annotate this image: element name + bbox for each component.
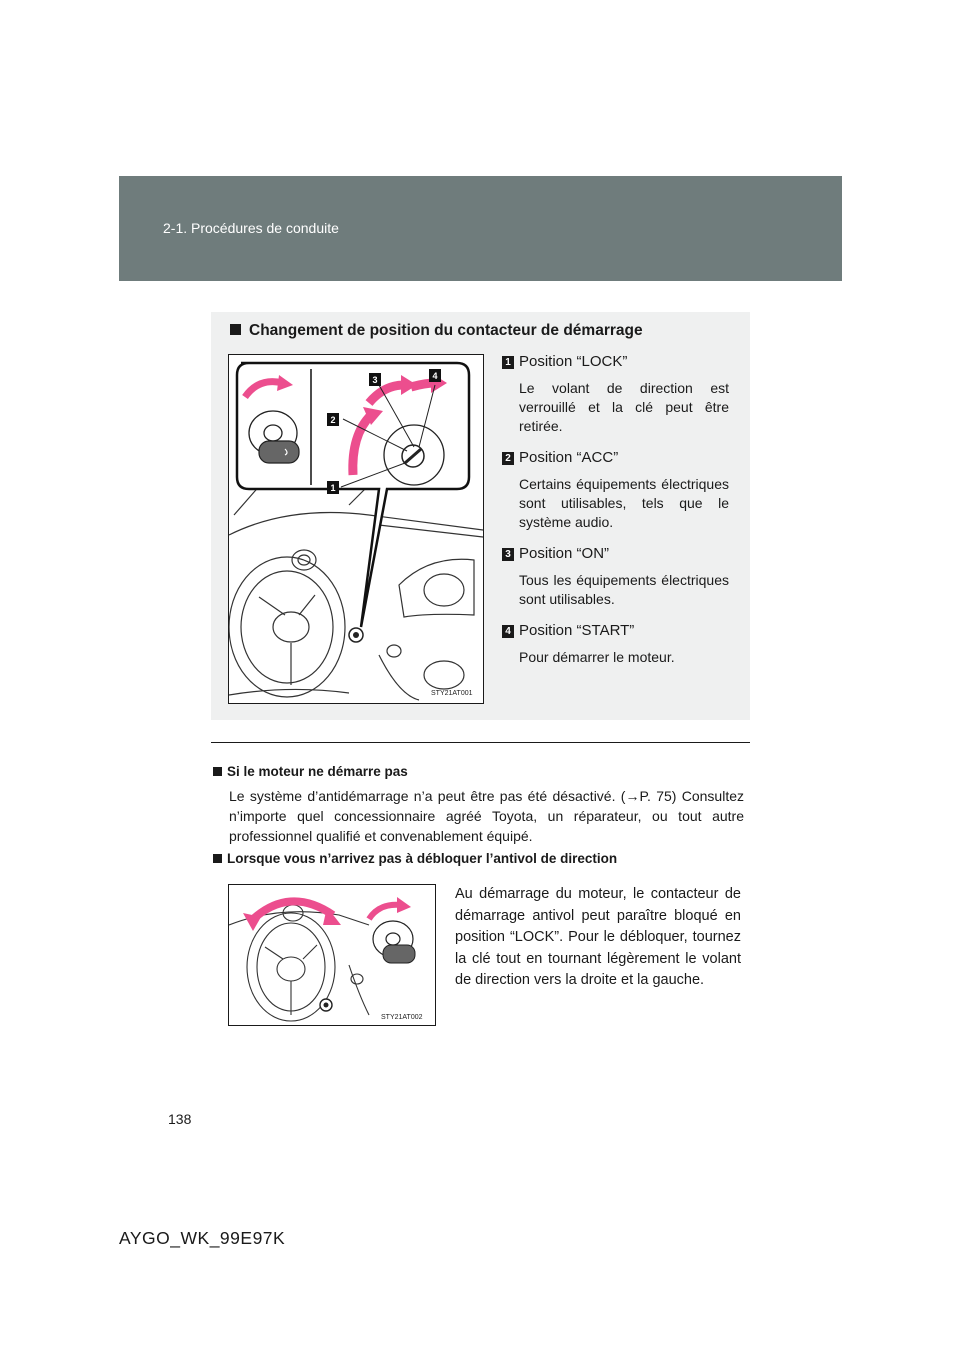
section-header (119, 176, 842, 281)
ignition-switch-illustration (228, 354, 484, 704)
number-badge-1: 1 (502, 356, 514, 369)
position-title: Position “ON” (519, 545, 610, 562)
steering-unlock-illustration (228, 884, 436, 1026)
dashboard-illustration (229, 355, 483, 703)
svg-text:2: 2 (330, 415, 336, 425)
svg-text:4: 4 (432, 371, 438, 381)
divider (211, 742, 750, 743)
page-number: 138 (168, 1111, 192, 1127)
number-badge-4: 4 (502, 625, 514, 638)
position-on (502, 544, 729, 609)
position-title: Position “ACC” (519, 449, 619, 466)
number-badge-2: 2 (502, 452, 514, 465)
figure-code: STY21AT001 (431, 690, 473, 697)
position-title: Position “START” (519, 622, 635, 639)
position-description: Certains équipements électriques sont utilisables, tels que le système audio. (519, 476, 729, 530)
position-acc (502, 448, 729, 532)
position-lock (502, 352, 729, 436)
steering-illustration (229, 885, 435, 1025)
panel-heading: Changement de position du contacteur de démarrage (230, 322, 643, 340)
position-start (502, 621, 729, 667)
position-description: Le volant de direction est verrouillé et la clé peut être retirée. (519, 380, 729, 434)
position-list (502, 352, 729, 679)
bullet-square-icon (230, 324, 241, 335)
position-title: Position “LOCK” (519, 353, 628, 370)
position-description: Tous les équipements électriques sont utilisables. (519, 572, 729, 607)
bullet-square-icon (213, 767, 222, 776)
figure-code: STY21AT002 (381, 1014, 423, 1021)
section-heading-steering-lock: Lorsque vous n’arrivez pas à débloquer l’antivol de direction (213, 851, 617, 866)
ignition-positions-panel (211, 312, 750, 720)
document-code: AYGO_WK_99E97K (119, 1228, 286, 1248)
bullet-square-icon (213, 854, 222, 863)
steering-lock-text: Au démarrage du moteur, le contacteur de démarrage antivol peut paraître bloqué en position “LOCK”. Pour le débloquer, tournez la clé tout en tournant légèrement le volant de direction vers la droite et la gauche. (455, 886, 741, 988)
section-heading-engine-no-start: Si le moteur ne démarre pas (213, 764, 408, 779)
svg-text:3: 3 (372, 375, 378, 385)
number-badge-3: 3 (502, 548, 514, 561)
section-title: 2-1. Procédures de conduite (163, 220, 339, 236)
engine-no-start-text: Le système d’antidémarrage n’a peut être pas été désactivé. (→P. 75) Consultez n’importe quel concessionnaire agréé Toyota, un réparateur, ou tout autre professionnel qualifié et convenablement équipé. (229, 788, 744, 844)
svg-text:1: 1 (330, 483, 336, 493)
position-description: Pour démarrer le moteur. (519, 649, 675, 665)
